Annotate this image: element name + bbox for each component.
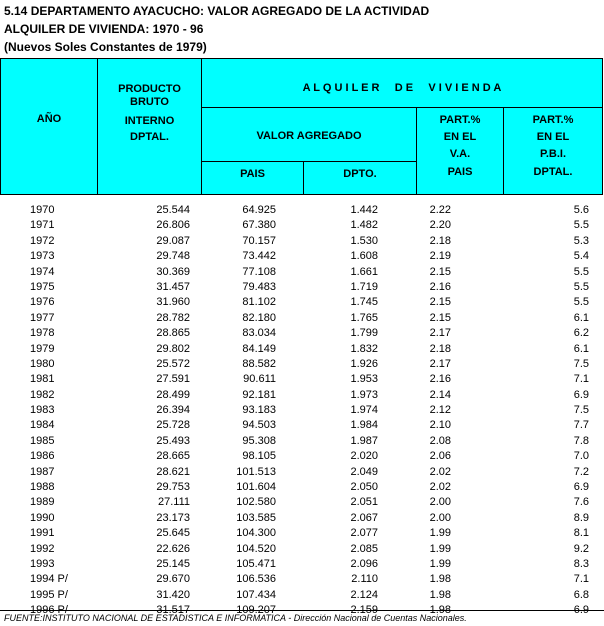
cell-part-pbi: 7.1 [573, 373, 589, 386]
header-va-line4: PAIS [447, 166, 473, 178]
cell-part-va: 2.15 [429, 265, 451, 278]
table-row [0, 588, 604, 603]
table-header [0, 58, 603, 195]
cell-pbi: 31.517 [156, 604, 190, 617]
cell-part-pbi: 5.5 [573, 296, 589, 309]
cell-year: 1995 P/ [30, 588, 68, 601]
cell-part-va: 1.98 [429, 573, 451, 586]
cell-part-pbi: 6.2 [573, 327, 589, 340]
cell-year: 1983 [30, 404, 55, 417]
table-row [0, 295, 604, 310]
cell-dpto: 2.051 [350, 496, 378, 509]
cell-pais: 102.580 [236, 496, 276, 509]
cell-year: 1972 [30, 234, 55, 247]
table-row [0, 511, 604, 526]
cell-pais: 101.513 [236, 465, 276, 478]
cell-part-pbi: 8.9 [573, 511, 589, 524]
cell-year: 1988 [30, 481, 55, 494]
cell-pbi: 27.111 [157, 496, 190, 509]
cell-part-va: 2.00 [429, 496, 451, 509]
cell-pbi: 28.499 [156, 388, 190, 401]
cell-pais: 109.207 [236, 604, 276, 617]
cell-part-pbi: 7.2 [573, 465, 589, 478]
header-pais-label: PAIS [240, 168, 265, 180]
cell-part-pbi: 8.3 [573, 557, 589, 570]
cell-part-va: 2.10 [429, 419, 451, 432]
cell-part-va: 2.06 [429, 450, 451, 463]
header-cell-valor-agregado [201, 107, 417, 162]
cell-pais: 103.585 [236, 511, 276, 524]
cell-part-pbi: 6.9 [573, 604, 589, 617]
header-cell-pbi [97, 58, 202, 195]
header-va-line3: V.A. [449, 148, 471, 160]
cell-dpto: 1.953 [350, 373, 378, 386]
cell-part-va: 2.18 [429, 342, 451, 355]
cell-part-pbi: 5.5 [573, 219, 589, 232]
header-dpto-label: DPTO. [343, 168, 377, 180]
table-row [0, 326, 604, 341]
table-body [0, 203, 604, 619]
cell-part-pbi: 6.9 [573, 481, 589, 494]
table-row [0, 280, 604, 295]
cell-year: 1974 [30, 265, 55, 278]
table-row [0, 357, 604, 372]
footer-divider [0, 610, 604, 611]
cell-pais: 107.434 [236, 588, 276, 601]
cell-part-pbi: 5.3 [573, 234, 589, 247]
table-row [0, 372, 604, 387]
cell-year: 1973 [30, 250, 55, 263]
cell-year: 1994 P/ [30, 573, 68, 586]
cell-dpto: 2.096 [350, 557, 378, 570]
cell-year: 1987 [30, 465, 55, 478]
cell-pais: 104.520 [236, 542, 276, 555]
cell-part-va: 1.99 [429, 542, 451, 555]
cell-part-pbi: 6.1 [573, 342, 589, 355]
header-va-line1: PART.% [439, 114, 481, 126]
cell-pbi: 28.621 [156, 465, 190, 478]
cell-part-pbi: 6.8 [573, 588, 589, 601]
table-row [0, 526, 604, 541]
cell-pais: 82.180 [242, 311, 276, 324]
header-cell-year [0, 58, 98, 195]
cell-part-va: 2.17 [429, 327, 451, 340]
cell-part-pbi: 9.2 [573, 542, 589, 555]
cell-year: 1993 [30, 557, 55, 570]
table-row [0, 572, 604, 587]
cell-pbi: 27.591 [156, 373, 190, 386]
cell-pbi: 29.748 [156, 250, 190, 263]
cell-dpto: 1.608 [350, 250, 378, 263]
cell-pais: 81.102 [242, 296, 276, 309]
cell-pbi: 30.369 [156, 265, 190, 278]
header-cell-pais [201, 161, 304, 195]
header-pbid-line1: PART.% [532, 114, 574, 126]
cell-part-va: 2.18 [429, 234, 451, 247]
cell-part-va: 2.00 [429, 511, 451, 524]
cell-pais: 70.157 [242, 234, 276, 247]
cell-pbi: 28.782 [156, 311, 190, 324]
cell-part-pbi: 8.1 [573, 527, 589, 540]
table-row [0, 542, 604, 557]
cell-pais: 88.582 [242, 357, 276, 370]
table-row [0, 557, 604, 572]
cell-pbi: 29.753 [156, 481, 190, 494]
cell-part-pbi: 6.9 [573, 388, 589, 401]
cell-year: 1976 [30, 296, 55, 309]
cell-pbi: 28.865 [156, 327, 190, 340]
cell-dpto: 1.987 [350, 434, 378, 447]
cell-year: 1989 [30, 496, 55, 509]
table-row [0, 495, 604, 510]
header-cell-part-va [416, 107, 504, 195]
header-pbi-line1: PRODUCTO [118, 83, 181, 95]
cell-part-pbi: 7.0 [573, 450, 589, 463]
cell-part-va: 2.02 [429, 481, 451, 494]
cell-pais: 95.308 [242, 434, 276, 447]
cell-part-pbi: 7.5 [573, 404, 589, 417]
table-row [0, 265, 604, 280]
table-row [0, 249, 604, 264]
cell-dpto: 2.020 [350, 450, 378, 463]
cell-dpto: 2.067 [350, 511, 378, 524]
cell-part-va: 2.19 [429, 250, 451, 263]
cell-pais: 93.183 [242, 404, 276, 417]
table-row [0, 418, 604, 433]
cell-part-pbi: 7.5 [573, 357, 589, 370]
cell-year: 1990 [30, 511, 55, 524]
cell-pais: 90.611 [243, 373, 276, 386]
cell-dpto: 2.110 [351, 573, 378, 586]
cell-year: 1979 [30, 342, 55, 355]
header-cell-dpto [303, 161, 417, 195]
table-row [0, 311, 604, 326]
cell-part-va: 1.98 [429, 588, 451, 601]
source-note: FUENTE:INSTITUTO NACIONAL DE ESTADISTICA E INFORMATICA - Dirección Nacional de Cuentas Nacionales. [4, 613, 467, 623]
title-block [4, 2, 429, 56]
header-pbi-line4: DPTAL. [130, 131, 169, 143]
cell-part-va: 2.16 [429, 280, 451, 293]
cell-year: 1978 [30, 327, 55, 340]
table-title: 5.14 DEPARTAMENTO AYACUCHO: VALOR AGREGADO DE LA ACTIVIDAD [4, 4, 430, 18]
table-row [0, 434, 604, 449]
cell-dpto: 1.745 [350, 296, 378, 309]
cell-part-va: 2.15 [429, 296, 451, 309]
cell-pbi: 25.572 [156, 357, 190, 370]
cell-pais: 92.181 [242, 388, 276, 401]
table-row [0, 403, 604, 418]
cell-part-va: 1.99 [429, 527, 451, 540]
cell-pais: 84.149 [242, 342, 276, 355]
cell-dpto: 2.077 [350, 527, 378, 540]
cell-year: 1975 [30, 280, 55, 293]
cell-dpto: 2.159 [350, 604, 378, 617]
cell-pbi: 29.802 [156, 342, 190, 355]
cell-dpto: 1.974 [350, 404, 378, 417]
cell-dpto: 1.765 [350, 311, 378, 324]
cell-pbi: 22.626 [156, 542, 190, 555]
cell-year: 1981 [30, 373, 55, 386]
cell-part-pbi: 6.1 [573, 311, 589, 324]
cell-pbi: 23.173 [156, 511, 190, 524]
table-row [0, 234, 604, 249]
cell-part-pbi: 7.1 [573, 573, 589, 586]
header-pbi-line3: INTERNO [124, 115, 175, 127]
cell-part-va: 2.08 [429, 434, 451, 447]
cell-dpto: 2.050 [350, 481, 378, 494]
cell-pbi: 25.493 [156, 434, 190, 447]
cell-pais: 67.380 [242, 219, 276, 232]
cell-part-va: 2.16 [429, 373, 451, 386]
cell-part-pbi: 5.4 [573, 250, 589, 263]
cell-year: 1985 [30, 434, 55, 447]
cell-pais: 77.108 [242, 265, 276, 278]
cell-year: 1996 P/ [30, 604, 68, 617]
cell-pbi: 25.645 [156, 527, 190, 540]
cell-pais: 105.471 [236, 557, 276, 570]
header-alquiler-label: A L Q U I L E R D E V I V I E N D A [302, 82, 502, 94]
cell-pbi: 26.394 [156, 404, 190, 417]
table-row [0, 449, 604, 464]
cell-part-va: 2.14 [429, 388, 451, 401]
cell-dpto: 1.926 [350, 357, 378, 370]
cell-dpto: 1.530 [350, 234, 378, 247]
cell-year: 1991 [30, 527, 55, 540]
cell-year: 1977 [30, 311, 55, 324]
header-pbid-line2: EN EL [536, 131, 570, 143]
table-row [0, 388, 604, 403]
cell-dpto: 1.482 [350, 219, 378, 232]
header-pbid-line4: DPTAL. [533, 166, 573, 178]
cell-pbi: 29.670 [156, 573, 190, 586]
cell-pbi: 25.544 [156, 204, 190, 216]
cell-year: 1970 [30, 204, 55, 216]
cell-pais: 64.925 [242, 204, 276, 216]
cell-pbi: 29.087 [156, 234, 190, 247]
header-pbi-line2: BRUTO [130, 96, 169, 108]
cell-pbi: 25.145 [156, 557, 190, 570]
cell-year: 1984 [30, 419, 55, 432]
cell-dpto: 1.832 [350, 342, 378, 355]
cell-part-va: 2.20 [429, 219, 451, 232]
header-va-line2: EN EL [443, 131, 477, 143]
cell-dpto: 1.719 [350, 280, 378, 293]
cell-part-pbi: 5.5 [573, 280, 589, 293]
table-row [0, 480, 604, 495]
table-units: (Nuevos Soles Constantes de 1979) [4, 40, 207, 54]
cell-pais: 79.483 [242, 280, 276, 293]
cell-part-va: 2.02 [429, 465, 451, 478]
header-pbid-line3: P.B.I. [539, 148, 567, 160]
header-valor-agregado-label: VALOR AGREGADO [256, 130, 362, 142]
cell-part-va: 2.12 [429, 404, 451, 417]
header-year-label: AÑO [36, 113, 62, 125]
table-row [0, 342, 604, 357]
cell-part-va: 2.15 [429, 311, 451, 324]
cell-pais: 94.503 [242, 419, 276, 432]
cell-dpto: 1.661 [350, 265, 378, 278]
cell-dpto: 1.799 [350, 327, 378, 340]
cell-pais: 104.300 [236, 527, 276, 540]
cell-year: 1982 [30, 388, 55, 401]
cell-pais: 83.034 [242, 327, 276, 340]
cell-pbi: 26.806 [156, 219, 190, 232]
cell-dpto: 1.984 [350, 419, 378, 432]
cell-pbi: 28.665 [156, 450, 190, 463]
cell-pbi: 31.420 [156, 588, 190, 601]
cell-part-va: 1.98 [429, 604, 451, 617]
cell-dpto: 1.973 [350, 388, 378, 401]
cell-pbi: 25.728 [156, 419, 190, 432]
cell-dpto: 2.085 [350, 542, 378, 555]
cell-pais: 73.442 [242, 250, 276, 263]
cell-part-pbi: 7.6 [573, 496, 589, 509]
header-cell-part-pbi [503, 107, 603, 195]
table-row [0, 203, 604, 218]
cell-dpto: 1.442 [350, 204, 378, 216]
cell-year: 1992 [30, 542, 55, 555]
cell-pais: 101.604 [236, 481, 276, 494]
cell-pais: 106.536 [236, 573, 276, 586]
cell-part-pbi: 7.7 [573, 419, 589, 432]
table-subtitle: ALQUILER DE VIVIENDA: 1970 - 96 [4, 22, 204, 36]
cell-part-va: 2.17 [429, 357, 451, 370]
cell-dpto: 2.049 [350, 465, 378, 478]
cell-pais: 98.105 [242, 450, 276, 463]
cell-part-pbi: 5.6 [573, 204, 589, 216]
table-row [0, 218, 604, 233]
cell-pbi: 31.960 [156, 296, 190, 309]
cell-year: 1980 [30, 357, 55, 370]
cell-dpto: 2.124 [350, 588, 378, 601]
table-row [0, 465, 604, 480]
cell-part-va: 2.22 [429, 204, 451, 216]
cell-year: 1971 [30, 219, 55, 232]
cell-part-pbi: 7.8 [573, 434, 589, 447]
header-cell-alquiler [201, 58, 603, 108]
cell-part-va: 1.99 [429, 557, 451, 570]
cell-part-pbi: 5.5 [573, 265, 589, 278]
cell-year: 1986 [30, 450, 55, 463]
cell-pbi: 31.457 [156, 280, 190, 293]
